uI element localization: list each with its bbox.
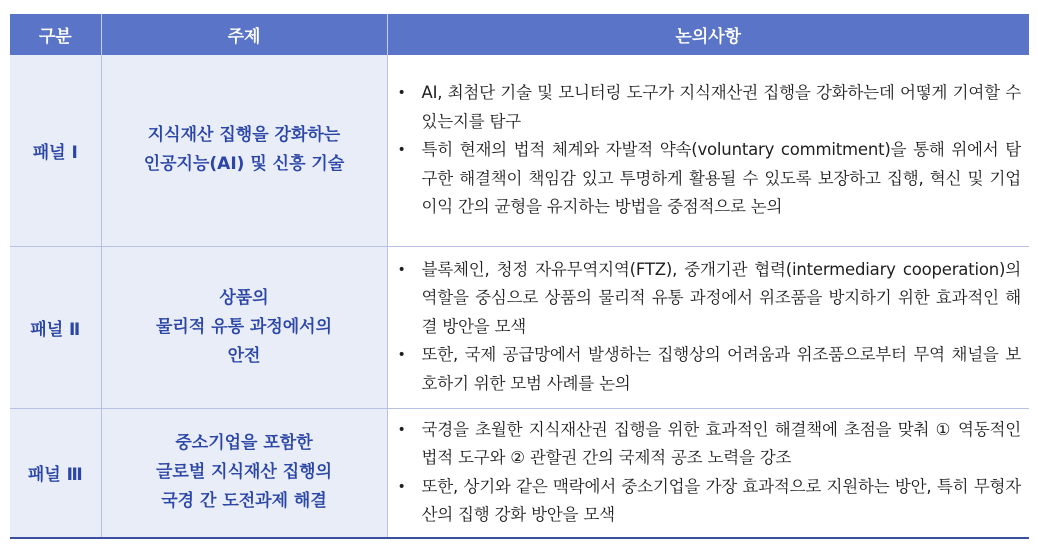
discussion-list — [388, 79, 1022, 222]
bullet-icon: • — [397, 261, 406, 278]
discussion-list — [388, 256, 1022, 399]
list-item-text: 특히 현재의 법적 체계와 자발적 약속(voluntary commitment)을 통해 위에서 탐구한 해결책이 책임감 있고 투명하게 활용될 수 있도록 보장하고 집행, 혁신 및 기업 이익 간의 균형을 유지하는 방법을 중점적으로 논의 — [421, 140, 1021, 216]
table-row — [10, 408, 1029, 538]
header-topic: 주제 — [101, 14, 387, 55]
topic-line: 지식재산 집행을 강화하는 — [147, 125, 341, 146]
topic-cell — [101, 408, 387, 538]
topic-cell — [101, 246, 387, 408]
list-item — [388, 416, 1022, 473]
table-row — [10, 246, 1029, 408]
header-category: 구분 — [10, 14, 101, 55]
list-item-text: 또한, 국제 공급망에서 발생하는 집행상의 어려움과 위조품으로부터 무역 채널을 보호하기 위한 모범 사례를 논의 — [421, 345, 1021, 393]
list-item — [388, 473, 1022, 530]
list-item-text: 국경을 초월한 지식재산권 집행을 위한 효과적인 해결책에 초점을 맞춰 ① 역동적인 법적 도구와 ② 관할권 간의 국제적 공조 노력을 강조 — [421, 419, 1021, 468]
discussion-cell — [387, 408, 1029, 538]
topic-cell — [101, 55, 387, 246]
bullet-icon: • — [397, 478, 406, 495]
topic-line: 국경 간 도전과제 해결 — [161, 491, 327, 512]
table-header-row — [10, 14, 1029, 55]
topic-line: 안전 — [227, 345, 261, 366]
topic-line: 중소기업을 포함한 — [175, 433, 313, 454]
discussion-cell — [387, 246, 1029, 408]
table-row — [10, 55, 1029, 246]
discussion-cell — [387, 55, 1029, 246]
topic-line: 물리적 유통 과정에서의 — [155, 316, 333, 337]
topic-line: 인공지능(AI) 및 신흥 기술 — [143, 154, 345, 175]
list-item-text: AI, 최첨단 기술 및 모니터링 도구가 지식재산권 집행을 강화하는데 어떻게 기여할 수 있는지를 탐구 — [421, 83, 1021, 131]
list-item — [388, 256, 1022, 342]
bullet-icon: • — [397, 347, 406, 364]
panel-label: 패널 Ⅰ — [10, 55, 101, 246]
topic-line: 상품의 — [219, 287, 269, 308]
list-item — [388, 79, 1022, 136]
discussion-list — [388, 416, 1022, 530]
topic-line: 글로벌 지식재산 집행의 — [155, 462, 333, 483]
list-item — [388, 136, 1022, 222]
list-item-text: 블록체인, 청정 자유무역지역(FTZ), 중개기관 협력(intermediary cooperation)의 역할을 중심으로 상품의 물리적 유통 과정에서 위조품을 방지하기 위한 효과적인 해결 방안을 모색 — [421, 259, 1021, 336]
panel-label: 패널 Ⅱ — [10, 246, 101, 408]
list-item-text: 또한, 상기와 같은 맥락에서 중소기업을 가장 효과적으로 지원하는 방안, 특히 무형자산의 집행 강화 방안을 모색 — [421, 476, 1021, 525]
list-item — [388, 341, 1022, 398]
bullet-icon: • — [397, 85, 406, 101]
bullet-icon: • — [397, 421, 406, 438]
header-discussion: 논의사항 — [387, 14, 1029, 55]
panel-discussion-table — [10, 14, 1029, 539]
panel-label: 패널 Ⅲ — [10, 408, 101, 538]
bullet-icon: • — [397, 142, 406, 158]
